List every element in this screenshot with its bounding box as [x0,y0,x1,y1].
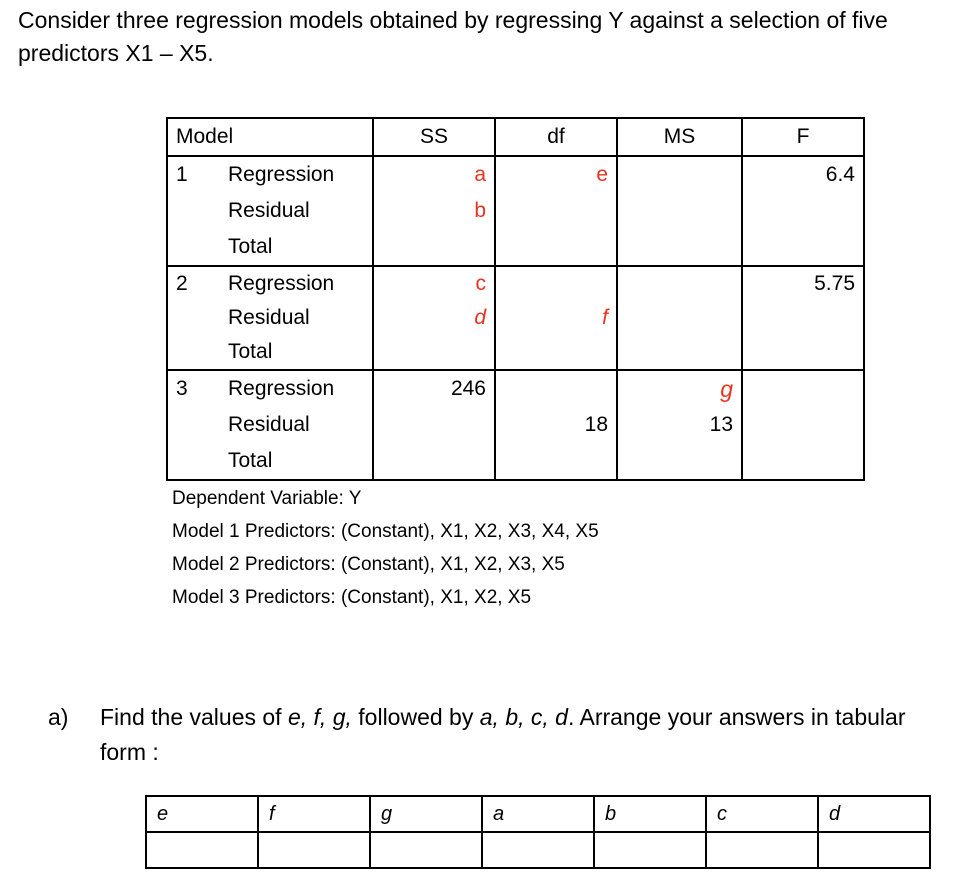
answer-header-c: c [706,796,818,832]
model-3-f [742,370,864,480]
question-vars-2: a, b, c, d [479,704,568,730]
model-1-number: 1 [176,163,188,186]
model-2-df [495,266,617,370]
model-1-ss-regression: a [474,163,486,186]
answer-header-f: f [258,796,370,832]
model-3-ss-regression: 246 [450,377,486,400]
model-2-residual-label: Residual [228,306,310,329]
answer-header-b: b [594,796,706,832]
model-1-ms-residual [618,193,741,229]
anova-table [166,117,865,481]
model-2-group [167,266,864,370]
model-1-df-total [496,229,616,265]
model-3-df-residual: 18 [584,413,608,436]
model-1-f [742,156,864,266]
answer-cell-c[interactable] [706,832,818,868]
model-2-f [742,266,864,370]
answer-header-row [146,796,930,832]
model-3-ms [617,370,742,480]
question-text-before: Find the values of [100,704,288,730]
model-1-ss [373,156,495,266]
model-3-regression-label: Regression [228,377,335,400]
model-1-df [495,156,617,266]
model-2-f-value: 5.75 [814,272,855,295]
model-3-ss-residual [374,407,494,443]
model-3-ss [373,370,495,480]
question-label: a) [48,704,69,730]
model-3-group [167,370,864,480]
model-3-df [495,370,617,480]
model-1-cell [167,156,373,266]
model-1-regression-label: Regression [228,163,335,186]
note-model-2: Model 2 Predictors: (Constant), X1, X2, X3, X5 [172,554,565,575]
model-2-ss-residual: d [474,306,486,329]
model-2-number: 2 [176,272,188,295]
model-2-df-residual: f [602,306,608,329]
model-3-cell [167,370,373,480]
model-1-total-label: Total [228,235,273,258]
model-3-ms-regression: g [720,376,733,402]
model-2-ms-total [618,335,741,369]
model-2-regression-label: Regression [228,272,335,295]
model-1-ss-total [374,229,494,265]
header-ms: MS [617,118,742,156]
table-notes [172,482,599,614]
model-3-df-total [496,443,616,479]
answer-input-row [146,832,930,868]
model-1-group [167,156,864,266]
model-3-ms-total [618,443,741,479]
answer-cell-b[interactable] [594,832,706,868]
model-3-number: 3 [176,377,188,400]
header-ss: SS [373,118,495,156]
model-1-ms-total [618,229,741,265]
answer-table [145,795,931,869]
question-vars-1: e, f, g, [287,704,352,730]
answer-cell-e[interactable] [146,832,258,868]
model-3-ms-residual: 13 [709,413,733,436]
answer-cell-f[interactable] [258,832,370,868]
answer-header-e: e [146,796,258,832]
answer-header-d: d [818,796,930,832]
model-1-ss-residual: b [474,199,486,222]
model-3-df-regression [496,371,616,407]
model-1-ms-regression [618,157,741,193]
model-1-ms [617,156,742,266]
model-2-ms-regression [618,267,741,301]
model-1-f-value: 6.4 [825,163,855,186]
question-text-after: . Arrange your answers in tabular form : [100,704,906,765]
note-dependent: Dependent Variable: Y [172,488,362,509]
model-1-df-regression: e [596,163,608,186]
header-f: F [742,118,864,156]
model-3-residual-label: Residual [228,413,310,436]
answer-cell-g[interactable] [370,832,482,868]
answer-cell-a[interactable] [482,832,594,868]
model-2-ss-regression: c [475,272,486,295]
anova-header-row [167,118,864,156]
header-df: df [495,118,617,156]
model-2-df-regression [496,267,616,301]
model-3-f-value [743,371,863,407]
model-2-df-total [496,335,616,369]
answer-cell-d[interactable] [818,832,930,868]
model-1-df-residual [496,193,616,229]
model-2-ms-residual [618,301,741,335]
model-3-ss-total [374,443,494,479]
question-text [100,700,940,770]
model-1-residual-label: Residual [228,199,310,222]
note-model-1: Model 1 Predictors: (Constant), X1, X2, X3, X4, X5 [172,521,599,542]
answer-header-a: a [482,796,594,832]
model-2-ms [617,266,742,370]
model-3-total-label: Total [228,449,273,472]
model-2-ss-total [374,335,494,369]
problem-intro: Consider three regression models obtained by regressing Y against a selection of five predictors X1 – X5. [18,7,888,66]
header-model: Model [167,118,373,156]
model-2-ss [373,266,495,370]
model-2-total-label: Total [228,340,273,363]
question-text-middle: followed by [351,704,480,730]
note-model-3: Model 3 Predictors: (Constant), X1, X2, X5 [172,587,532,608]
model-2-cell [167,266,373,370]
answer-header-g: g [370,796,482,832]
